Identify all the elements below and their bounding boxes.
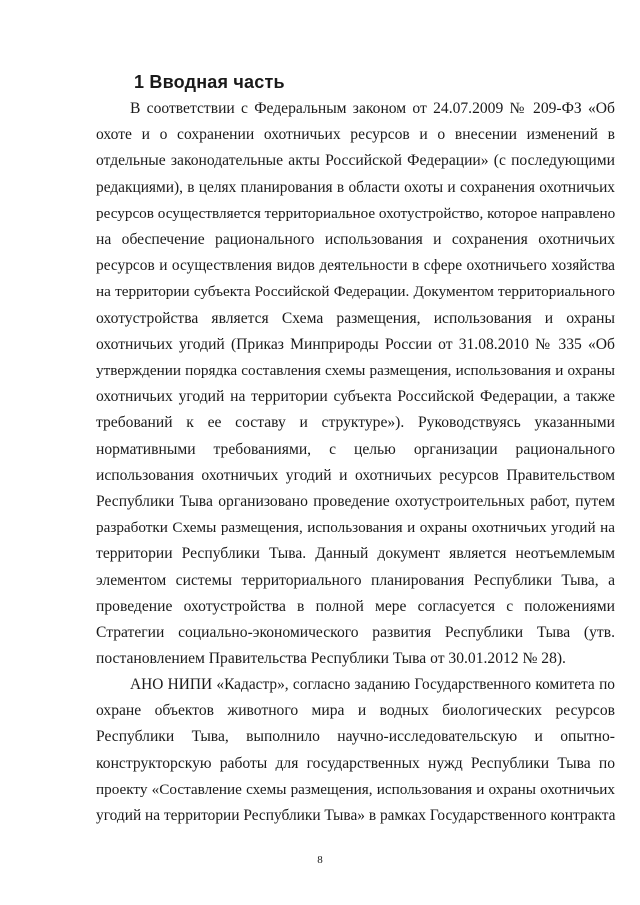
paragraph-line: редакциями), в целях планирования в области охоты и сохранения охотничьих [96, 178, 615, 196]
paragraph-line: разработки Схемы размещения, использования и охраны охотничьих угодий на [96, 519, 615, 537]
paragraph-line: охотустройства является Схема размещения, использования и охраны [96, 309, 615, 327]
section-heading: 1 Вводная часть [134, 72, 285, 92]
page-number: 8 [317, 854, 323, 866]
paragraph-line: угодий на территории Республики Тыва» в рамках Государственного контракта [96, 807, 616, 825]
paragraph-line: ресурсов и осуществления видов деятельности в сфере охотничьего хозяйства [96, 257, 615, 275]
paragraph-line: конструкторскую работы для государственных нужд Республики Тыва по [96, 754, 615, 772]
paragraph-line: на территории субъекта Российской Федерации. Документом территориального [96, 283, 615, 301]
paragraph-line: территории Республики Тыва. Данный документ является неотъемлемым [96, 545, 615, 563]
paragraph-line: на обеспечение рационального использования и сохранения охотничьих [96, 231, 615, 249]
paragraph-line: утверждении порядка составления схемы размещения, использования и охраны [96, 362, 615, 380]
paragraph-line: нормативными требованиями, с целью организации рационального [96, 440, 615, 458]
paragraph-line: постановлением Правительства Республики Тыва от 30.01.2012 № 28). [96, 650, 566, 668]
paragraph-line: Республики Тыва организовано проведение охотустроительных работ, путем [96, 493, 615, 511]
paragraph-line: охоте и о сохранении охотничьих ресурсов и о внесении изменений в [96, 126, 615, 144]
paragraph-line: охотничьих угодий на территории субъекта Российской Федерации, а также [96, 388, 615, 406]
paragraph-line: Стратегии социально-экономического развития Республики Тыва (утв. [96, 624, 615, 642]
paragraph-line: проекту «Составление схемы размещения, использования и охраны охотничьих [96, 780, 615, 798]
paragraph-line: охране объектов животного мира и водных биологических ресурсов [96, 702, 615, 720]
paragraph-line: элементом системы территориального планирования Республики Тыва, а [96, 571, 615, 589]
paragraph-line: ресурсов осуществляется территориальное охотустройство, которое направлено [96, 204, 616, 222]
paragraph-line: отдельные законодательные акты Российской Федерации» (с последующими [96, 152, 615, 170]
paragraph-2 [96, 672, 615, 829]
paragraph-1 [96, 96, 615, 672]
paragraph-line: требований к ее составу и структуре»). Руководствуясь указанными [96, 414, 615, 432]
paragraph-line: использования охотничьих угодий и охотничьих ресурсов Правительством [96, 466, 615, 484]
paragraph-line: Республики Тыва, выполнило научно-исследовательскую и опытно- [96, 728, 615, 746]
paragraph-line: проведение охотустройства в полной мере согласуется с положениями [96, 597, 615, 615]
paragraph-line: АНО НИПИ «Кадастр», согласно заданию Государственного комитета по [130, 676, 615, 693]
paragraph-line: охотничьих угодий (Приказ Минприроды России от 31.08.2010 № 335 «Об [96, 335, 615, 353]
paragraph-line: В соответствии с Федеральным законом от 24.07.2009 № 209-ФЗ «Об [130, 100, 615, 117]
